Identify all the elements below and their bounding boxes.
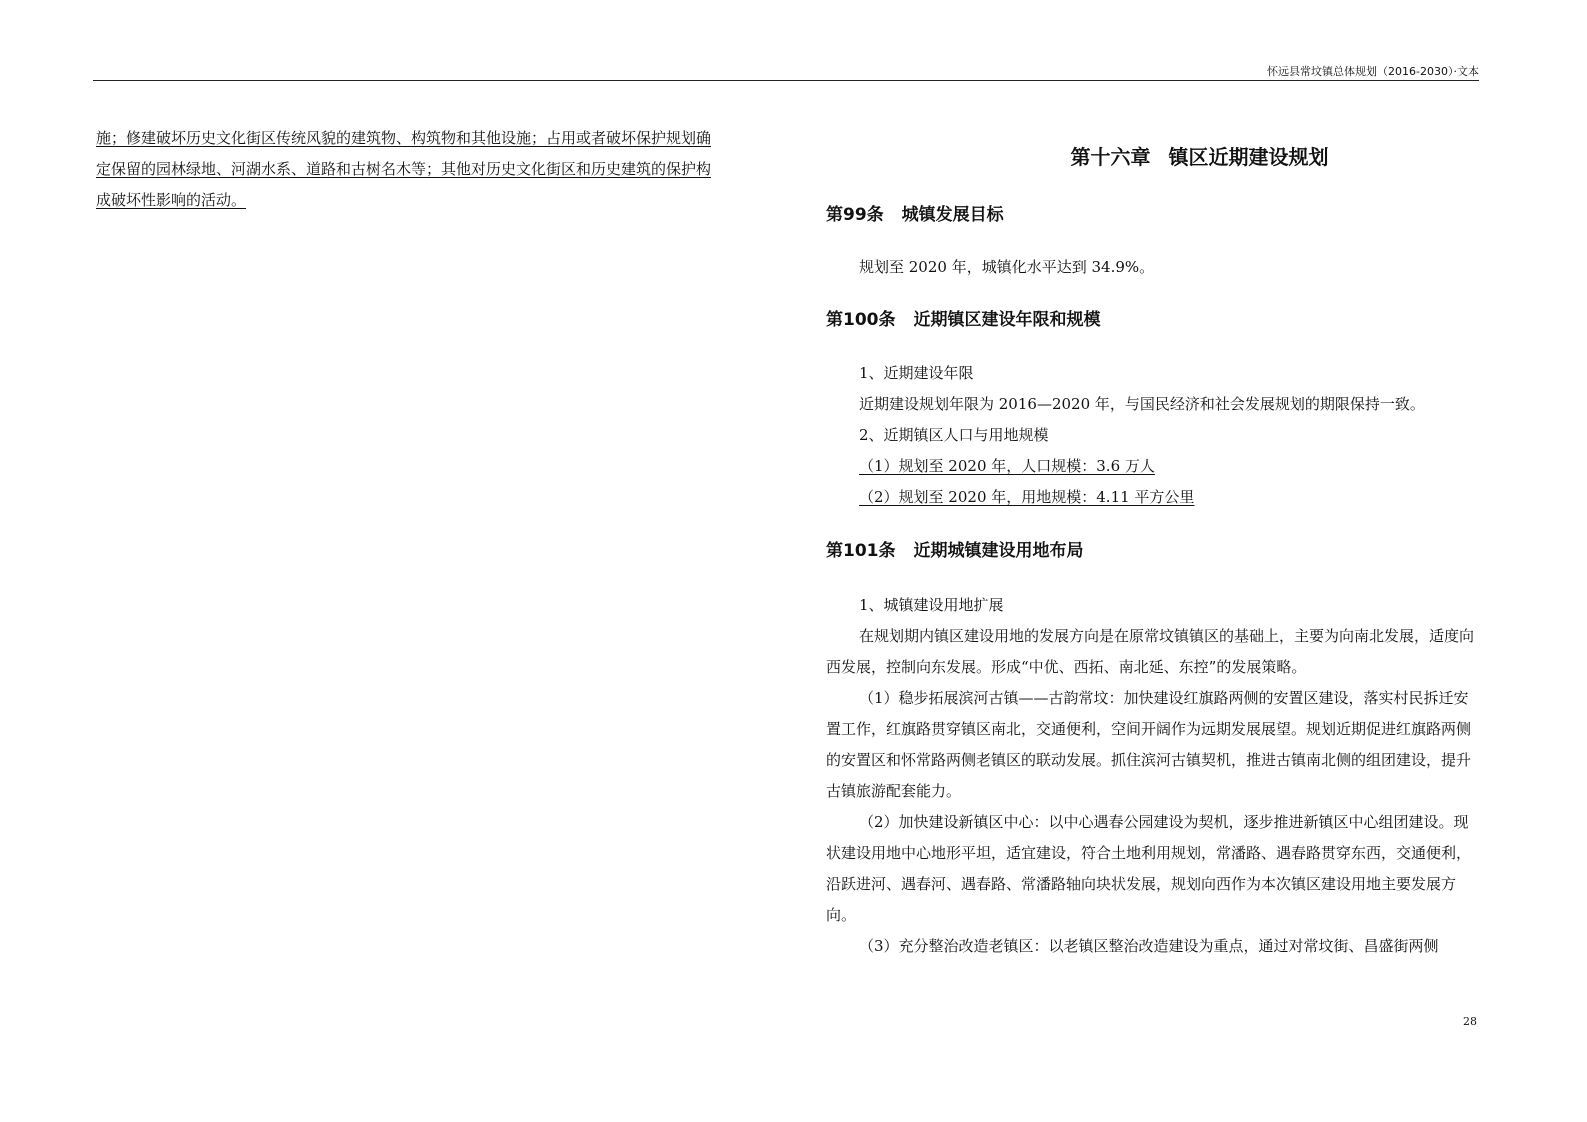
article-101-item1-heading: 1、城镇建设用地扩展 xyxy=(859,596,1004,614)
article-101-paragraph-2: （1）稳步拓展滨河古镇——古韵常坟：加快建设红旗路两侧的安置区建设，落实村民拆迁安置工作，红旗路贯穿镇区南北，交通便利，空间开阔作为远期发展展望。规划近期促进红旗路两侧的安置区和怀常路两侧老镇区的联动发展。抓住滨河古镇契机，推进古镇南北侧的组团建设，提升古镇旅游配套能力。 xyxy=(826,689,1472,800)
article-100-item2-sub2: （2）规划至 2020 年，用地规模：4.11 平方公里 xyxy=(859,488,1195,506)
left-page-body xyxy=(96,123,761,216)
chapter-title xyxy=(826,140,1476,178)
article-99-text: 规划至 2020 年，城镇化水平达到 34.9%。 xyxy=(859,258,1155,276)
left-page-line-1: 施；修建破坏历史文化街区传统风貌的建筑物、构筑物和其他设施；占用或者破坏保护规划确 xyxy=(96,129,712,147)
header-rule xyxy=(93,80,1479,81)
article-101-title: 近期城镇建设用地布局 xyxy=(913,541,1084,561)
chapter-number: 第十六章 xyxy=(1070,145,1151,169)
article-100-item1-heading: 1、近期建设年限 xyxy=(859,364,974,382)
article-101-paragraph-4: （3）充分整治改造老镇区：以老镇区整治改造建设为重点，通过对常坟街、昌盛街两侧 xyxy=(859,937,1439,955)
article-101-heading xyxy=(826,537,1476,565)
article-100-heading xyxy=(826,306,1476,334)
left-page-line-3: 成破坏性影响的活动。 xyxy=(96,191,247,209)
article-100-title: 近期镇区建设年限和规模 xyxy=(913,310,1101,330)
article-99-heading xyxy=(826,201,1476,229)
article-100-item1-text: 近期建设规划年限为 2016—2020 年，与国民经济和社会发展规划的期限保持一致。 xyxy=(859,395,1425,413)
document-header-title: 怀远县常坟镇总体规划（2016-2030）·文本 xyxy=(1267,65,1479,78)
chapter-name: 镇区近期建设规划 xyxy=(1168,145,1329,169)
page-number: 28 xyxy=(1463,1015,1477,1028)
article-100-item2-sub1: （1）规划至 2020 年，人口规模：3.6 万人 xyxy=(859,457,1155,475)
left-page-line-2: 定保留的园林绿地、河湖水系、道路和古树名木等；其他对历史文化街区和历史建筑的保护构 xyxy=(96,160,712,178)
article-101-paragraph-3: （2）加快建设新镇区中心：以中心遇春公园建设为契机，逐步推进新镇区中心组团建设。现状建设用地中心地形平坦，适宜建设，符合土地利用规划，常潘路、遇春路贯穿东西，交通便利，沿跃进河、遇春河、遇春路、常潘路轴向块状发展，规划向西作为本次镇区建设用地主要发展方向。 xyxy=(826,813,1472,924)
article-101-paragraph-1: 在规划期内镇区建设用地的发展方向是在原常坟镇镇区的基础上，主要为向南北发展，适度向西发展，控制向东发展。形成“中优、西拓、南北延、东控”的发展策略。 xyxy=(826,627,1475,676)
right-page-body xyxy=(826,140,1476,962)
article-99-title: 城镇发展目标 xyxy=(901,205,1004,225)
article-100-item2-heading: 2、近期镇区人口与用地规模 xyxy=(859,426,1049,444)
article-99-number: 第99条 xyxy=(826,205,884,225)
article-100-number: 第100条 xyxy=(826,310,896,330)
article-101-number: 第101条 xyxy=(826,541,896,561)
